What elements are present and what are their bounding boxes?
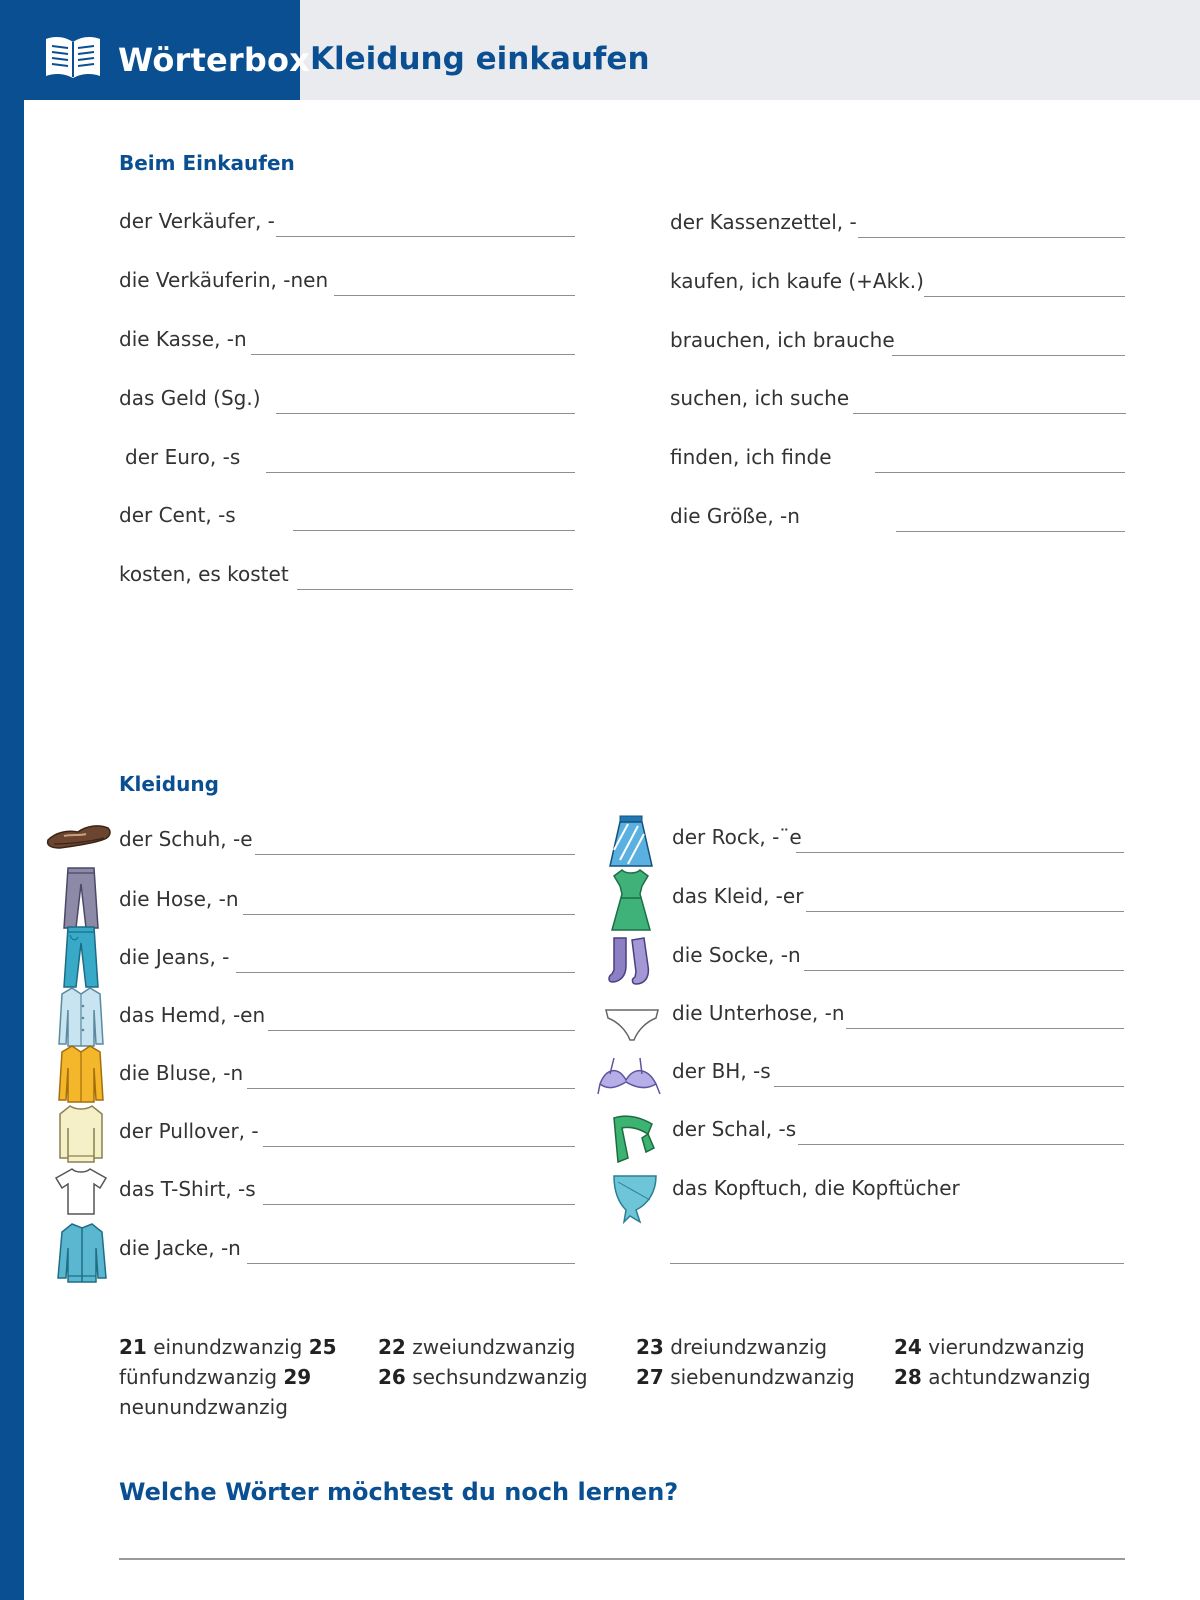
answer-line[interactable]	[334, 295, 575, 296]
vocab-label: der Cent, -s	[119, 503, 236, 527]
vocab-label: das Geld (Sg.)	[119, 386, 261, 410]
answer-line[interactable]	[268, 1030, 575, 1031]
dress-icon	[610, 868, 652, 932]
answer-line[interactable]	[263, 1146, 575, 1147]
number-word: sechsundzwanzig	[412, 1365, 588, 1389]
vocab-label: der Verkäufer, -	[119, 209, 275, 233]
answer-line[interactable]	[846, 1028, 1124, 1029]
number-word: fünfundzwanzig	[119, 1365, 278, 1389]
answer-line[interactable]	[255, 854, 575, 855]
vocab-row	[119, 827, 575, 857]
number-word: achtundzwanzig	[928, 1365, 1091, 1389]
shoes-icon	[44, 814, 114, 854]
number-word: neunundzwanzig	[119, 1395, 288, 1419]
number-word: vierundzwanzig	[928, 1335, 1085, 1359]
number-digit: 29	[283, 1365, 312, 1389]
vocab-row	[670, 1236, 1124, 1266]
number-word: einundzwanzig	[153, 1335, 303, 1359]
numbers-column	[636, 1332, 886, 1392]
answer-line[interactable]	[924, 296, 1125, 297]
vocab-label: das Kleid, -er	[672, 884, 804, 908]
vocab-row	[670, 269, 1125, 299]
vocab-row	[119, 1177, 575, 1207]
shirt-icon	[56, 984, 106, 1048]
number-digit: 27	[636, 1365, 664, 1389]
answer-line[interactable]	[119, 1558, 1125, 1560]
vocab-label: finden, ich finde	[670, 445, 832, 469]
number-word: siebenundzwanzig	[670, 1365, 855, 1389]
vocab-label: die Hose, -n	[119, 887, 239, 911]
answer-line[interactable]	[798, 1144, 1124, 1145]
trousers-icon	[58, 866, 104, 930]
underpants-icon	[604, 1006, 660, 1042]
vocab-row	[672, 884, 1124, 914]
jeans-icon	[58, 925, 104, 989]
vocab-row	[119, 945, 575, 975]
headscarf-icon	[610, 1170, 660, 1224]
section-title-shopping: Beim Einkaufen	[119, 151, 295, 175]
vocab-label: der Rock, -¨e	[672, 825, 802, 849]
scarf-icon	[608, 1112, 658, 1166]
number-digit: 28	[894, 1365, 922, 1389]
open-book-icon	[44, 34, 102, 80]
answer-line[interactable]	[858, 237, 1125, 238]
vocab-row	[672, 1117, 1124, 1147]
numbers-column	[894, 1332, 1154, 1392]
answer-line[interactable]	[293, 530, 575, 531]
numbers-column	[378, 1332, 618, 1392]
vocab-row	[670, 210, 1125, 240]
vocab-row	[125, 445, 575, 475]
vocab-row	[670, 328, 1125, 358]
number-digit: 22	[378, 1335, 406, 1359]
answer-line[interactable]	[875, 472, 1125, 473]
number-word: zweiundzwanzig	[412, 1335, 576, 1359]
vocab-label: die Jacke, -n	[119, 1236, 241, 1260]
tshirt-icon	[54, 1166, 108, 1216]
vocab-label: kosten, es kostet	[119, 562, 289, 586]
answer-line[interactable]	[853, 413, 1126, 414]
vocab-label: die Unterhose, -n	[672, 1001, 845, 1025]
vocab-row	[119, 327, 575, 357]
answer-line[interactable]	[243, 914, 575, 915]
vocab-row	[119, 386, 575, 416]
vocab-label: der Schal, -s	[672, 1117, 797, 1141]
vocab-label: die Bluse, -n	[119, 1061, 244, 1085]
vocab-label: die Jeans, -	[119, 945, 230, 969]
answer-line[interactable]	[892, 355, 1125, 356]
vocab-row	[672, 943, 1124, 973]
vocab-label: das T-Shirt, -s	[119, 1177, 256, 1201]
answer-line[interactable]	[247, 1263, 575, 1264]
vocab-row	[672, 825, 1124, 855]
answer-line[interactable]	[276, 236, 575, 237]
number-digit: 25	[308, 1335, 337, 1359]
vocab-row	[119, 1061, 575, 1091]
number-digit: 24	[894, 1335, 922, 1359]
vocab-row	[672, 1059, 1124, 1089]
answer-line[interactable]	[896, 531, 1125, 532]
number-digit: 21	[119, 1335, 147, 1359]
vocab-label: die Socke, -n	[672, 943, 801, 967]
vocab-label: der Pullover, -	[119, 1119, 259, 1143]
answer-line[interactable]	[263, 1204, 575, 1205]
vocab-label: kaufen, ich kaufe (+Akk.)	[670, 269, 924, 293]
vocab-row	[670, 504, 1125, 534]
number-digit: 26	[378, 1365, 406, 1389]
vocab-label: die Größe, -n	[670, 504, 800, 528]
numbers-column	[119, 1332, 339, 1422]
number-word: dreiundzwanzig	[670, 1335, 828, 1359]
answer-line[interactable]	[804, 970, 1124, 971]
left-accent-bar	[0, 0, 24, 1600]
socks-icon	[606, 936, 656, 988]
vocab-row	[119, 887, 575, 917]
brand-title: Wörterbox	[118, 41, 311, 79]
bra-icon	[596, 1054, 662, 1098]
vocab-label: das Kopftuch, die Kopftücher	[672, 1176, 960, 1200]
answer-line[interactable]	[806, 911, 1124, 912]
answer-line[interactable]	[276, 413, 575, 414]
vocab-row	[670, 445, 1125, 475]
vocab-label: der BH, -s	[672, 1059, 771, 1083]
section-title-clothing: Kleidung	[119, 772, 219, 796]
vocab-row	[119, 562, 573, 592]
pullover-icon	[56, 1100, 106, 1164]
question-heading: Welche Wörter möchtest du noch lernen?	[119, 1478, 679, 1506]
vocab-row	[119, 1119, 575, 1149]
vocab-label: brauchen, ich brauche	[670, 328, 895, 352]
vocab-label: der Euro, -s	[125, 445, 241, 469]
answer-line[interactable]	[251, 354, 575, 355]
answer-line[interactable]	[266, 472, 575, 473]
blouse-icon	[56, 1042, 106, 1106]
skirt-icon	[608, 814, 654, 868]
vocab-row	[672, 1001, 1124, 1031]
page-title: Kleidung einkaufen	[310, 41, 650, 77]
vocab-label: der Schuh, -e	[119, 827, 253, 851]
answer-line[interactable]	[774, 1086, 1124, 1087]
answer-line[interactable]	[247, 1088, 575, 1089]
vocab-row	[119, 503, 575, 533]
vocab-label: der Kassenzettel, -	[670, 210, 857, 234]
vocab-label: suchen, ich suche	[670, 386, 850, 410]
vocab-row	[119, 209, 575, 239]
answer-line[interactable]	[297, 589, 573, 590]
vocab-label: die Kasse, -n	[119, 327, 247, 351]
vocab-row	[119, 1236, 575, 1266]
vocab-row	[670, 386, 1126, 416]
vocab-label: das Hemd, -en	[119, 1003, 266, 1027]
vocab-row	[119, 268, 575, 298]
number-digit: 23	[636, 1335, 664, 1359]
answer-line[interactable]	[796, 852, 1124, 853]
vocab-label: die Verkäuferin, -nen	[119, 268, 329, 292]
answer-line[interactable]	[670, 1263, 1124, 1264]
vocab-row	[672, 1176, 1124, 1206]
vocab-row	[119, 1003, 575, 1033]
jacket-icon	[56, 1220, 108, 1284]
answer-line[interactable]	[236, 972, 575, 973]
